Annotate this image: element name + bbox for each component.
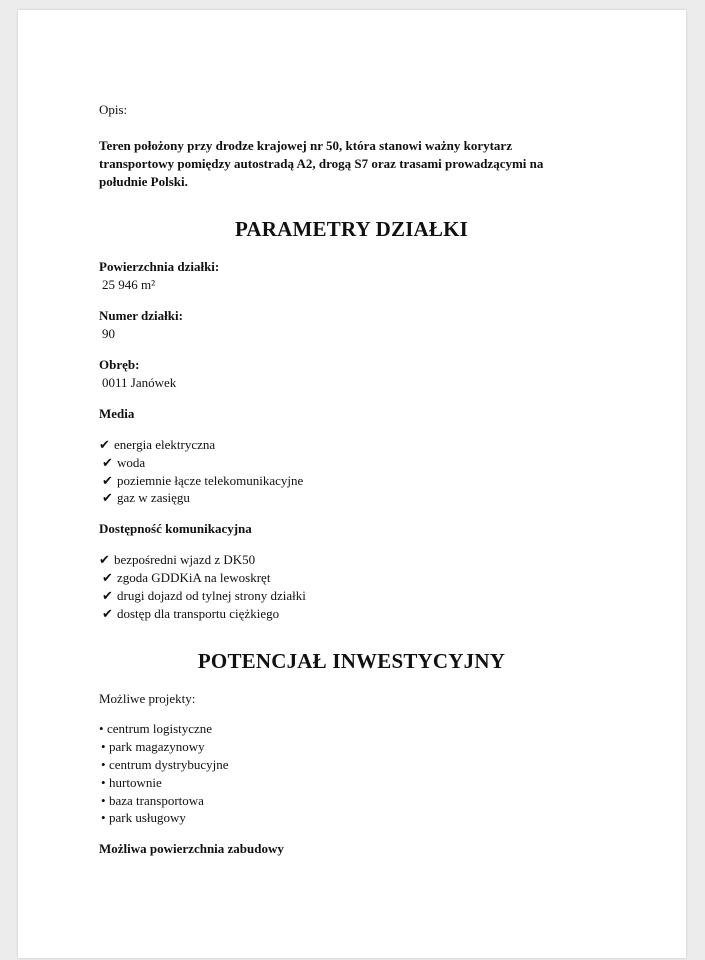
lead-paragraph: Teren położony przy drodze krajowej nr 50, która stanowi ważny korytarz transportowy pomiędzy autostradą A2, drogą S7 oraz trasami prowadzącymi na południe Polski. [99, 138, 544, 189]
field-area [99, 258, 599, 294]
projects-label: Możliwe projekty: [99, 691, 196, 707]
bullet-icon: • [101, 810, 106, 826]
bullet-icon: • [101, 774, 106, 790]
projects-list [99, 720, 599, 827]
field-precinct [99, 356, 599, 392]
list-item: ✔ woda [102, 454, 146, 470]
field-plot-number [99, 307, 599, 343]
field-label: Numer działki: [99, 308, 183, 323]
checkmark-icon: ✔ [102, 490, 113, 506]
section-title-potencjal: POTENCJAŁ INWESTYCYJNY [197, 649, 506, 674]
list-item: ✔ drugi dojazd od tylnej strony działki [102, 587, 306, 603]
document-page [18, 10, 686, 958]
field-value: 0011 Janówek [102, 375, 177, 390]
field-label: Powierzchnia działki: [99, 259, 220, 274]
access-list [99, 551, 599, 622]
bullet-icon: • [101, 756, 106, 772]
bullet-icon: • [101, 739, 106, 755]
field-label: Obręb: [99, 357, 140, 372]
list-item: • baza transportowa [101, 792, 204, 808]
list-item: ✔ poziemnie łącze telekomunikacyjne [102, 472, 304, 488]
list-item: • centrum logistyczne [99, 721, 213, 737]
bullet-icon: • [101, 792, 106, 808]
list-item: • park magazynowy [101, 739, 205, 755]
building-area-label: Możliwa powierzchnia zabudowy [99, 841, 284, 857]
field-value: 25 946 m² [102, 277, 156, 292]
opis-label: Opis: [99, 102, 128, 117]
checkmark-icon: ✔ [99, 437, 110, 452]
list-item: • park usługowy [101, 810, 186, 826]
list-item: ✔ energia elektryczna [99, 437, 216, 452]
checkmark-icon: ✔ [102, 454, 113, 470]
access-label: Dostępność komunikacyjna [99, 521, 252, 537]
list-item: ✔ gaz w zasięgu [102, 490, 190, 506]
checkmark-icon: ✔ [102, 587, 113, 603]
list-item: • centrum dystrybucyjne [101, 756, 229, 772]
section-title-parametry: PARAMETRY DZIAŁKI [234, 217, 469, 241]
checkmark-icon: ✔ [102, 472, 113, 488]
checkmark-icon: ✔ [102, 605, 113, 621]
field-value: 90 [102, 326, 115, 341]
bullet-icon: • [99, 721, 104, 737]
list-item: ✔ zgoda GDDKiA na lewoskręt [102, 569, 271, 585]
document-content [99, 92, 599, 858]
list-item: ✔ dostęp dla transportu ciężkiego [102, 605, 280, 621]
media-list [99, 436, 599, 507]
checkmark-icon: ✔ [102, 569, 113, 585]
media-label: Media [99, 406, 135, 421]
checkmark-icon: ✔ [99, 552, 110, 568]
list-item: ✔ bezpośredni wjazd z DK50 [99, 552, 256, 568]
list-item: • hurtownie [101, 774, 162, 790]
